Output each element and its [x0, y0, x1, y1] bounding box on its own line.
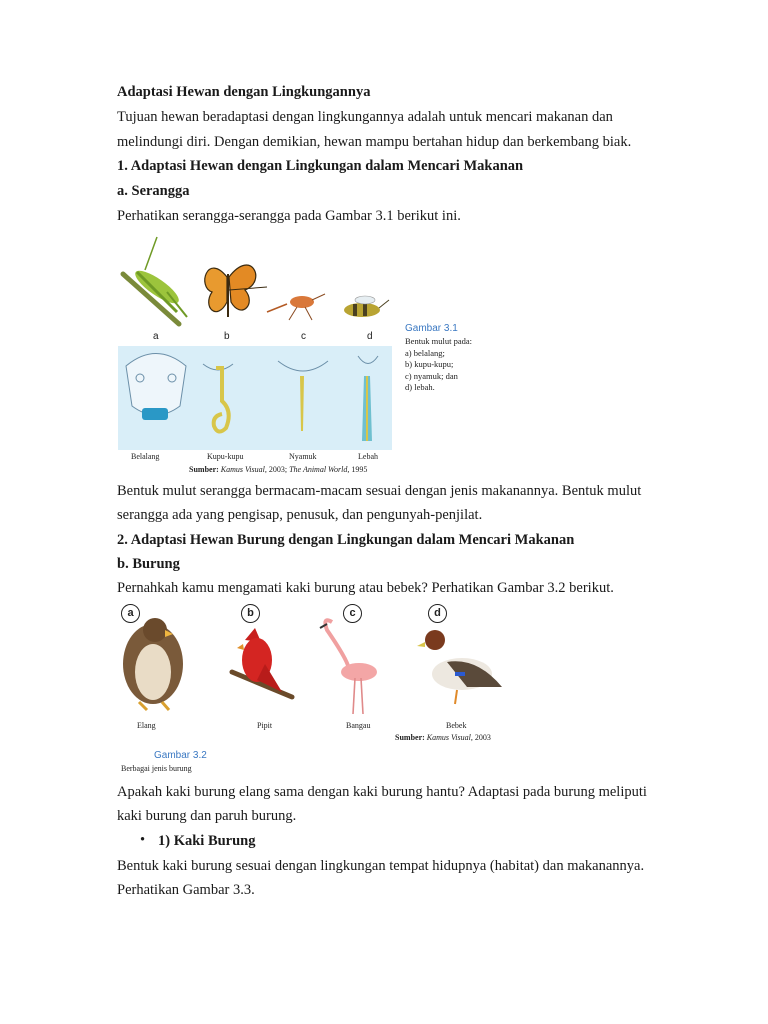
mouthparts-illustration: [118, 346, 392, 450]
figure-2-source-book: Kamus Visual: [426, 733, 471, 742]
figure-1-source-prefix: Sumber:: [189, 465, 219, 474]
figure-2-letter-d: d: [428, 604, 447, 623]
figure-1-letter-b: b: [224, 331, 230, 342]
figure-1-label-kupu: Kupu-kupu: [207, 452, 244, 461]
document-title: Adaptasi Hewan dengan Lingkungannya: [117, 84, 371, 100]
paragraph-habitat-line-2: Perhatikan Gambar 3.3.: [117, 882, 255, 898]
figure-1-source: [189, 465, 367, 474]
figure-1-caption-line: c) nyamuk; dan: [405, 370, 458, 381]
figure-2-source-year: , 2003: [470, 733, 491, 742]
figure-2-label-pipit: Pipit: [257, 721, 273, 730]
paragraph-feet-line-2: kaki burung dan paruh burung.: [117, 808, 297, 824]
subsection-b-heading: b. Burung: [117, 556, 180, 572]
paragraph-mouth-line-2: serangga ada yang pengisap, penusuk, dan pengunyah-penjilat.: [117, 507, 483, 523]
mosquito-proboscis-icon: [278, 361, 328, 431]
bee-mouth-icon: [358, 356, 378, 441]
figure-1-source-book: Kamus Visual: [220, 465, 265, 474]
figure-2-caption: Berbagai jenis burung: [121, 764, 192, 773]
figure-1-letter-d: d: [367, 331, 373, 342]
figure-1-label-belalang: Belalang: [131, 452, 160, 461]
figure-1-title: Gambar 3.1: [405, 323, 458, 334]
figure-1-source-year: , 1995: [347, 465, 368, 474]
figure-1-caption-line: a) belalang;: [405, 347, 445, 358]
section-1-heading: 1. Adaptasi Hewan dengan Lingkungan dalam Mencari Makanan: [117, 158, 524, 174]
figure-1-letter-a: a: [153, 331, 159, 342]
figure-1-letter-c: c: [301, 331, 306, 342]
figure-2-source-prefix: Sumber:: [395, 733, 425, 742]
eagle-icon: [123, 618, 183, 710]
subsection-a-text: Perhatikan serangga-serangga pada Gambar 3.1 berikut ini.: [117, 208, 461, 224]
bullet-marker: •: [140, 832, 146, 848]
figure-1-source-mid: , 2003;: [264, 465, 290, 474]
figure-2-label-elang: Elang: [137, 721, 156, 730]
mosquito-icon: [267, 294, 325, 320]
figure-2-label-bangau: Bangau: [346, 721, 371, 730]
bullet-heading-kaki-burung: 1) Kaki Burung: [158, 833, 256, 849]
butterfly-proboscis-icon: [203, 364, 233, 432]
figure-1-label-lebah: Lebah: [358, 452, 378, 461]
grasshopper-icon: [123, 237, 187, 324]
duck-icon: [417, 630, 502, 704]
figure-2-title: Gambar 3.2: [154, 750, 207, 761]
subsection-a-heading: a. Serangga: [117, 183, 190, 199]
figure-1-caption-line: b) kupu-kupu;: [405, 359, 454, 369]
flamingo-icon: [320, 620, 377, 714]
figure-1-caption: [405, 336, 472, 394]
paragraph-feet-line-1: Apakah kaki burung elang sama dengan kaki burung hantu? Adaptasi pada burung meliputi: [117, 784, 647, 800]
figure-2-letter-a: a: [121, 604, 140, 623]
figure-2-source: [395, 733, 491, 742]
figure-3-1: [117, 232, 497, 477]
section-2-heading: 2. Adaptasi Hewan Burung dengan Lingkungan dalam Mencari Makanan: [117, 532, 575, 548]
mouthparts-panel: [118, 346, 392, 450]
paragraph-habitat-line-1: Bentuk kaki burung sesuai dengan lingkungan tempat hidupnya (habitat) dan makanannya.: [117, 858, 645, 874]
grasshopper-mouth-icon: [126, 354, 186, 421]
figure-2-label-bebek: Bebek: [446, 721, 467, 730]
figure-2-letter-b: b: [241, 604, 260, 623]
intro-line-1: Tujuan hewan beradaptasi dengan lingkungannya adalah untuk mencari makanan dan: [117, 109, 613, 125]
figure-1-source-book-2: The Animal World: [289, 465, 348, 474]
figure-1-caption-line: d) lebah.: [405, 382, 435, 392]
cardinal-icon: [232, 628, 292, 697]
paragraph-mouth-line-1: Bentuk mulut serangga bermacam-macam sesuai dengan jenis makanannya. Bentuk mulut: [117, 483, 642, 499]
subsection-b-text: Pernahkah kamu mengamati kaki burung atau bebek? Perhatikan Gambar 3.2 berikut.: [117, 580, 614, 596]
bee-icon: [344, 296, 389, 317]
butterfly-icon: [205, 265, 267, 317]
insects-illustration: [117, 232, 397, 332]
birds-illustration: [117, 602, 517, 717]
figure-2-letter-c: c: [343, 604, 362, 623]
figure-1-label-nyamuk: Nyamuk: [289, 452, 317, 461]
intro-line-2: melindungi diri. Dengan demikian, hewan mampu bertahan hidup dan berkembang biak.: [117, 134, 632, 150]
figure-3-2: [117, 602, 517, 777]
figure-1-caption-line: Bentuk mulut pada:: [405, 336, 473, 346]
